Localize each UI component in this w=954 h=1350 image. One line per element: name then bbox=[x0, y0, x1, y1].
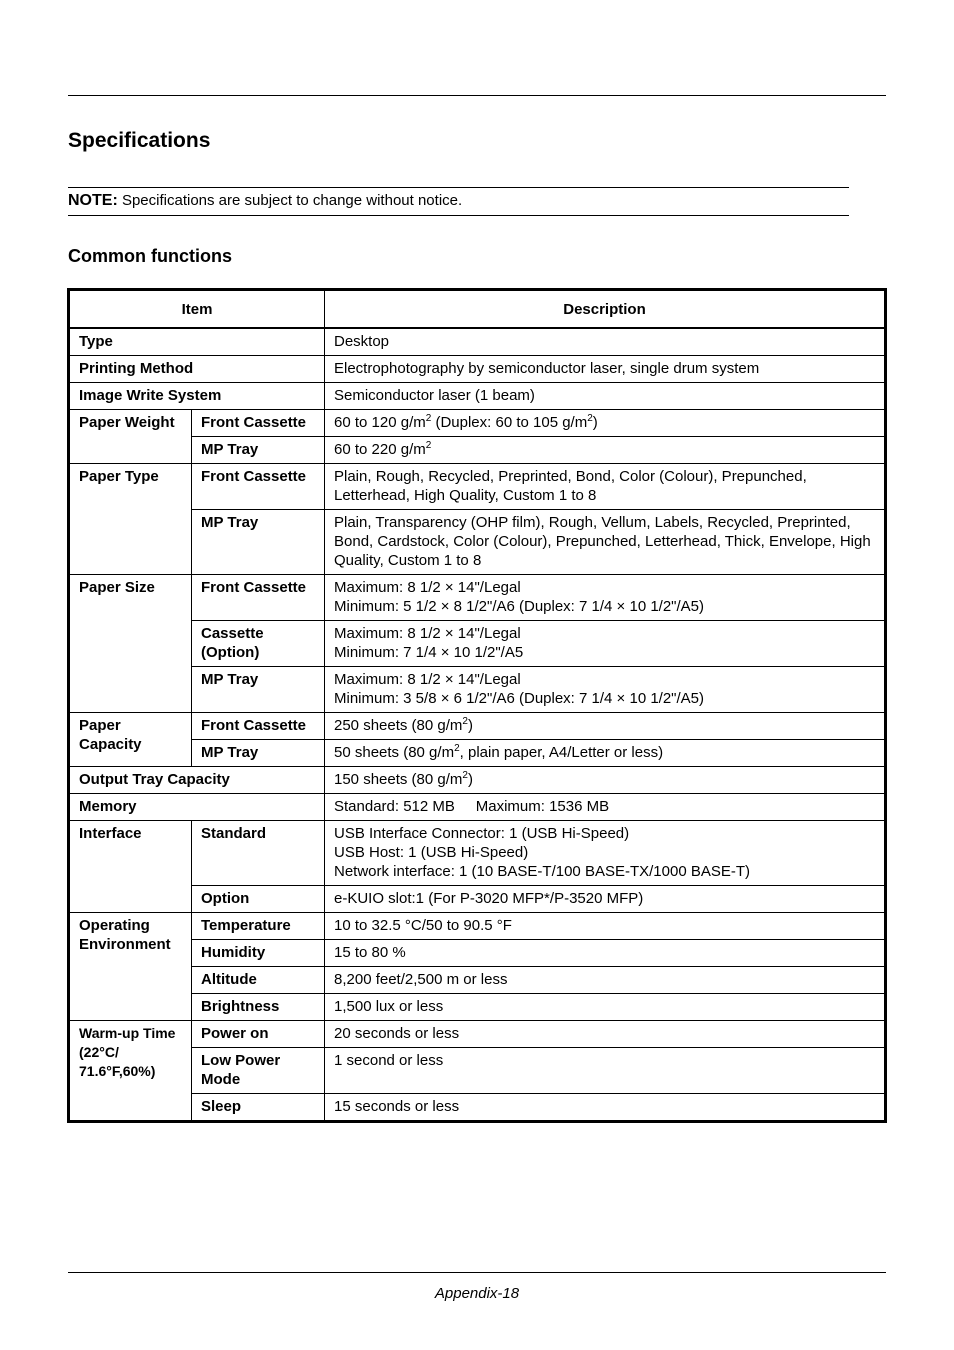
row-description: Desktop bbox=[325, 328, 886, 356]
top-rule bbox=[68, 95, 886, 96]
table-row bbox=[69, 328, 886, 356]
row-item: Paper Type bbox=[69, 464, 192, 575]
row-subitem: Front Cassette bbox=[192, 575, 325, 621]
note-text: Specifications are subject to change without notice. bbox=[121, 192, 463, 209]
row-subitem: MP Tray bbox=[192, 510, 325, 575]
row-item: Printing Method bbox=[69, 356, 325, 383]
table-row bbox=[69, 1094, 886, 1122]
table-row bbox=[69, 1048, 886, 1094]
row-item: Paper Weight bbox=[69, 410, 192, 464]
row-subitem: Option bbox=[192, 886, 325, 913]
row-item: Paper Size bbox=[69, 575, 192, 713]
table-row bbox=[69, 667, 886, 713]
row-description: Maximum: 8 1/2 × 14"/Legal Minimum: 3 5/8 × 6 1/2"/A6 (Duplex: 7 1/4 × 10 1/2"/A5) bbox=[325, 667, 886, 713]
row-subitem: Front Cassette bbox=[192, 410, 325, 437]
row-description: 15 to 80 % bbox=[325, 940, 886, 967]
row-description: 250 sheets (80 $g/m^2$) bbox=[325, 713, 886, 740]
row-subitem: MP Tray bbox=[192, 740, 325, 767]
row-subitem: Front Cassette bbox=[192, 713, 325, 740]
note-box bbox=[68, 187, 849, 216]
row-item: Output Tray Capacity bbox=[69, 767, 325, 794]
row-subitem: Altitude bbox=[192, 967, 325, 994]
note-label: NOTE: bbox=[68, 192, 118, 209]
table-row bbox=[69, 575, 886, 621]
table-row bbox=[69, 621, 886, 667]
section-title: Common functions bbox=[68, 246, 232, 266]
row-description: 60 to 120 $g/m^2$ (Duplex: 60 to 105 $g/m^2$) bbox=[325, 410, 886, 437]
row-description: 8,200 feet/2,500 m or less bbox=[325, 967, 886, 994]
table-row bbox=[69, 940, 886, 967]
table-row bbox=[69, 740, 886, 767]
row-subitem: Humidity bbox=[192, 940, 325, 967]
row-description: Maximum: 8 1/2 × 14"/Legal Minimum: 7 1/4 × 10 1/2"/A5 bbox=[325, 621, 886, 667]
row-description: Maximum: 8 1/2 × 14"/Legal Minimum: 5 1/2 × 8 1/2"/A6 (Duplex: 7 1/4 × 10 1/2"/A5) bbox=[325, 575, 886, 621]
row-description: Plain, Rough, Recycled, Preprinted, Bond, Color (Colour), Prepunched, Letterhead, High Quality, Custom 1 to 8 bbox=[325, 464, 886, 510]
row-description: Semiconductor laser (1 beam) bbox=[325, 383, 886, 410]
table-row bbox=[69, 410, 886, 437]
header-description: Description bbox=[325, 290, 886, 329]
bottom-rule bbox=[68, 1272, 886, 1273]
table-header-row bbox=[69, 290, 886, 329]
page-title: Specifications bbox=[68, 129, 211, 152]
table-row bbox=[69, 821, 886, 886]
table-row bbox=[69, 510, 886, 575]
row-description: 1 second or less bbox=[325, 1048, 886, 1094]
row-subitem: Standard bbox=[192, 821, 325, 886]
row-description: USB Interface Connector: 1 (USB Hi-Speed) USB Host: 1 (USB Hi-Speed) Network interface: 1 (10 BASE-T/100 BASE-TX/1000 BASE-T) bbox=[325, 821, 886, 886]
row-description: Standard: 512 MB Maximum: 1536 MB bbox=[325, 794, 886, 821]
row-description: Electrophotography by semiconductor laser, single drum system bbox=[325, 356, 886, 383]
table-row bbox=[69, 437, 886, 464]
table-row bbox=[69, 886, 886, 913]
row-description: 10 to 32.5 °C/50 to 90.5 °F bbox=[325, 913, 886, 940]
table-row bbox=[69, 767, 886, 794]
row-item: Image Write System bbox=[69, 383, 325, 410]
row-subitem: Low Power Mode bbox=[192, 1048, 325, 1094]
row-item: Operating Environment bbox=[69, 913, 192, 1021]
table-row bbox=[69, 464, 886, 510]
row-subitem: Sleep bbox=[192, 1094, 325, 1122]
row-description: 15 seconds or less bbox=[325, 1094, 886, 1122]
table-row bbox=[69, 967, 886, 994]
row-subitem: Front Cassette bbox=[192, 464, 325, 510]
row-item: Memory bbox=[69, 794, 325, 821]
row-item: Warm-up Time (22°C/ 71.6°F,60%) bbox=[69, 1021, 192, 1122]
row-description: 1,500 lux or less bbox=[325, 994, 886, 1021]
page-footer: Appendix-18 bbox=[434, 1285, 520, 1302]
spec-table bbox=[67, 288, 887, 1123]
row-description: 20 seconds or less bbox=[325, 1021, 886, 1048]
row-description: 50 sheets (80 $g/m^2$, plain paper, A4/Letter or less) bbox=[325, 740, 886, 767]
table-row bbox=[69, 913, 886, 940]
row-subitem: MP Tray bbox=[192, 437, 325, 464]
row-subitem: Power on bbox=[192, 1021, 325, 1048]
table-row bbox=[69, 1021, 886, 1048]
row-subitem: Brightness bbox=[192, 994, 325, 1021]
table-row bbox=[69, 356, 886, 383]
row-item: Type bbox=[69, 328, 325, 356]
table-row bbox=[69, 794, 886, 821]
row-description: 60 to 220 $g/m^2$ bbox=[325, 437, 886, 464]
header-item: Item bbox=[69, 290, 325, 329]
row-item: Paper Capacity bbox=[69, 713, 192, 767]
row-subitem: Temperature bbox=[192, 913, 325, 940]
row-subitem: MP Tray bbox=[192, 667, 325, 713]
row-description: e-KUIO slot:1 (For P-3020 MFP*/P-3520 MFP) bbox=[325, 886, 886, 913]
row-description: 150 sheets (80 $g/m^2$) bbox=[325, 767, 886, 794]
row-subitem: Cassette (Option) bbox=[192, 621, 325, 667]
row-description: Plain, Transparency (OHP film), Rough, Vellum, Labels, Recycled, Preprinted, Bond, Cardstock, Color (Colour), Prepunched, Letterhead, Thick, Envelope, High Quality, Custom 1 to 8 bbox=[325, 510, 886, 575]
row-item: Interface bbox=[69, 821, 192, 913]
table-row bbox=[69, 994, 886, 1021]
table-row bbox=[69, 383, 886, 410]
table-row bbox=[69, 713, 886, 740]
